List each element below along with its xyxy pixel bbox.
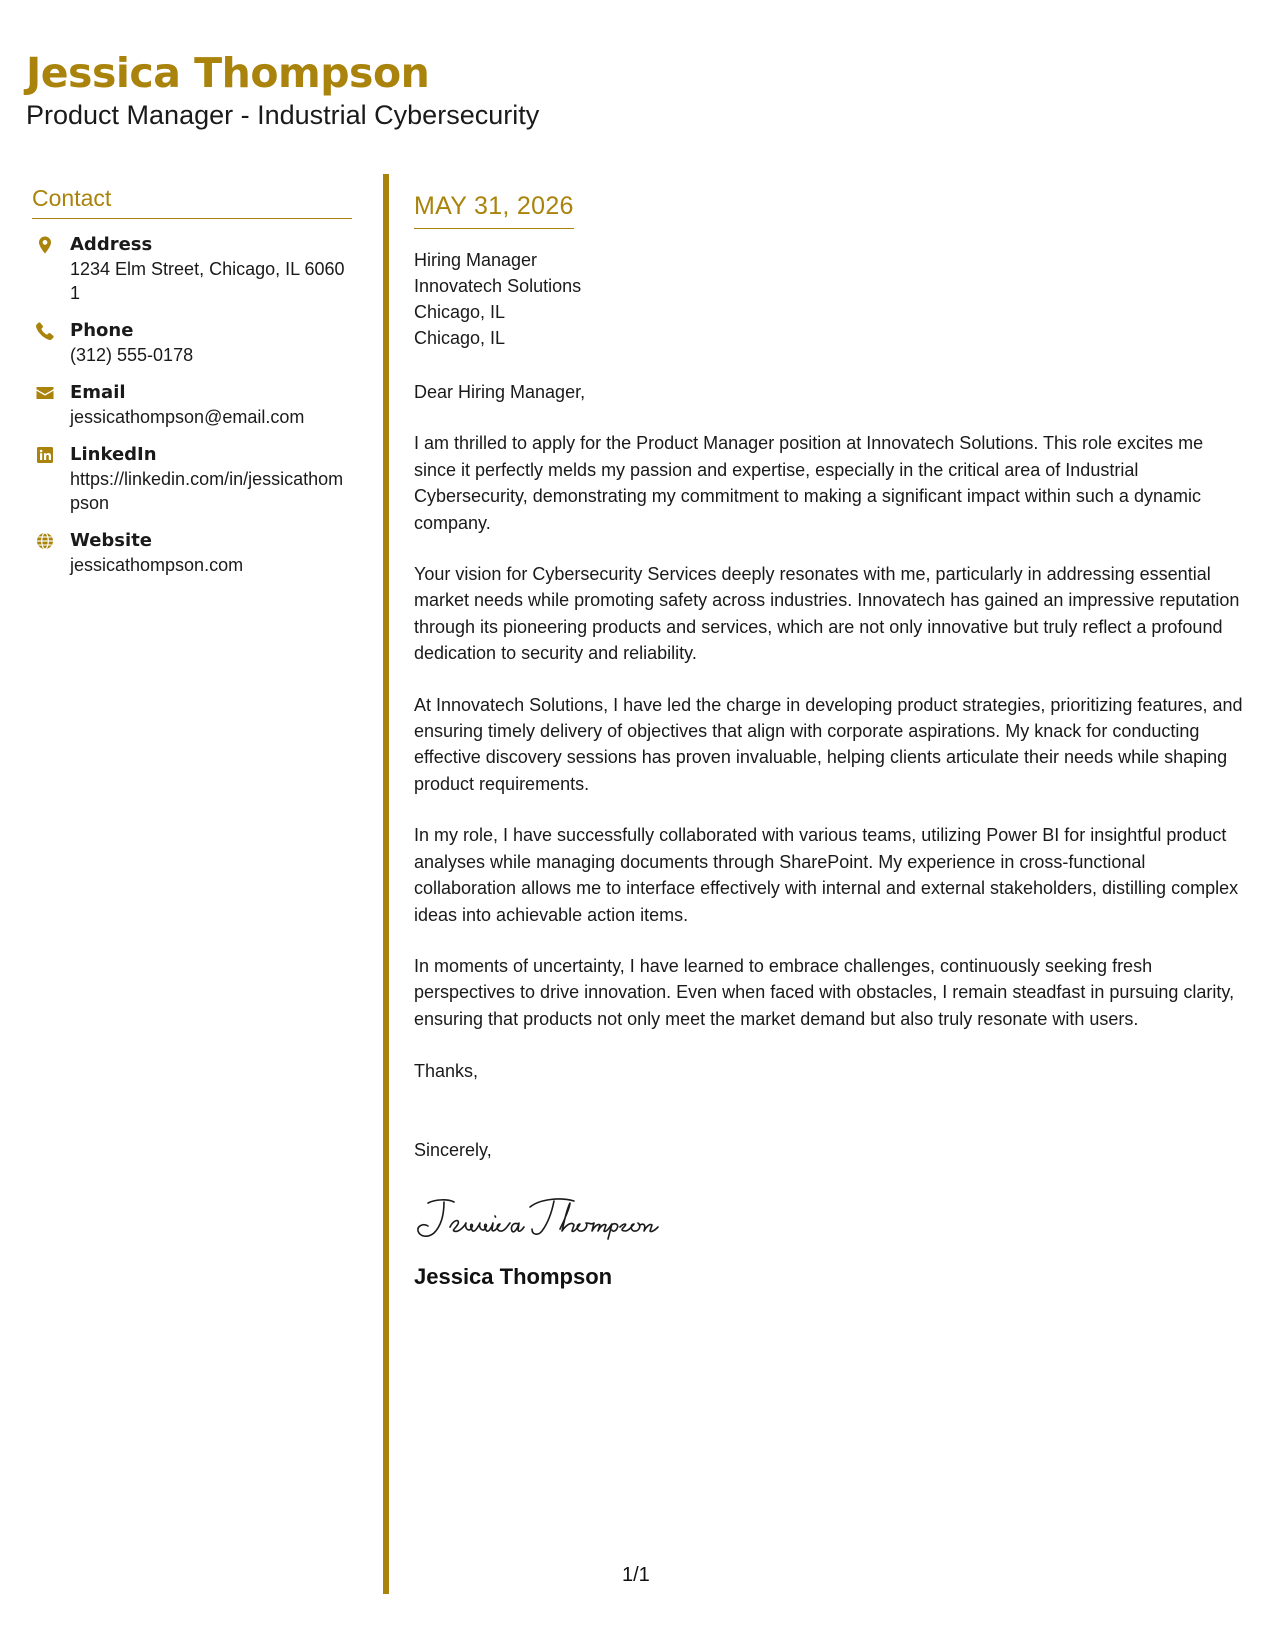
phone-label: Phone (70, 320, 134, 341)
website-value[interactable]: jessicathompson.com (70, 555, 244, 575)
letter-paragraph: Your vision for Cybersecurity Services deeply resonates with me, particularly in addressing essential market needs while promoting safety across industries. Innovatech has gained an impressive reputation through its pioneering products and services, which are not only innovative but truly reflect a profound dedication to security and reliability. (414, 564, 1240, 664)
linkedin-icon (35, 445, 55, 465)
website-label: Website (70, 530, 153, 551)
applicant-name: Jessica Thompson (26, 49, 430, 97)
map-pin-icon (35, 235, 55, 255)
linkedin-value[interactable]: https://linkedin.com/in/jessicathompson (70, 469, 344, 513)
globe-icon (35, 531, 55, 551)
phone-value: (312) 555-0178 (70, 345, 194, 365)
email-label: Email (70, 382, 126, 403)
letter-paragraph: In moments of uncertainty, I have learned to embrace challenges, continuously seeking fresh perspectives to drive innovation. Even when faced with obstacles, I remain steadfast in pursuing clarity, ensuring that products not only meet the market demand but also truly resonate with users. (414, 955, 1235, 1029)
email-value[interactable]: jessicathompson@email.com (70, 407, 305, 427)
letter-paragraph: I am thrilled to apply for the Product Manager position at Innovatech Solutions. This role excites me since it perfectly melds my passion and expertise, especially in the critical area of Industrial Cybersecurity, demonstrating my commitment to making a significant impact within such a dynamic company. (414, 433, 1204, 533)
contact-item-website (32, 529, 352, 577)
closing-line: Sincerely, (414, 1139, 492, 1160)
contact-item-email (32, 381, 352, 429)
contact-item-address (32, 233, 352, 305)
contact-heading: Contact (32, 184, 352, 219)
vertical-divider (383, 174, 389, 1594)
job-title: Product Manager - Industrial Cybersecurity (26, 100, 540, 130)
contact-item-linkedin (32, 443, 352, 515)
recipient-line: Chicago, IL (414, 328, 506, 348)
address-value: 1234 Elm Street, Chicago, IL 60601 (70, 259, 345, 303)
recipient-line: Innovatech Solutions (414, 276, 582, 296)
linkedin-label: LinkedIn (70, 444, 157, 465)
contact-sidebar (32, 184, 352, 577)
signer-name: Jessica Thompson (414, 1263, 613, 1289)
page-number: 1/1 (622, 1564, 650, 1586)
cover-letter-body (414, 190, 1249, 1291)
letter-paragraph: In my role, I have successfully collaborated with various teams, utilizing Power BI for insightful product analyses while managing documents through SharePoint. My experience in cross-functional collaboration allows me to interface effectively with internal and external stakeholders, distilling complex ideas into achievable action items. (414, 825, 1239, 925)
recipient-block (414, 247, 1249, 351)
envelope-icon (35, 383, 55, 403)
handwritten-signature (414, 1193, 1249, 1243)
recipient-line: Chicago, IL (414, 302, 506, 322)
letter-paragraph: At Innovatech Solutions, I have led the charge in developing product strategies, prioritizing features, and ensuring timely delivery of objectives that align with corporate aspirations. My knack for conducting effective discovery sessions has proven invaluable, helping clients articulate their needs while shaping product requirements. (414, 694, 1243, 794)
salutation: Dear Hiring Manager, (414, 382, 586, 402)
recipient-line: Hiring Manager (414, 250, 538, 270)
phone-icon (35, 321, 55, 341)
resume-header (26, 48, 539, 132)
contact-item-phone (32, 319, 352, 367)
thanks-line: Thanks, (414, 1061, 479, 1082)
address-label: Address (70, 234, 153, 255)
letter-date: MAY 31, 2026 (414, 190, 574, 229)
